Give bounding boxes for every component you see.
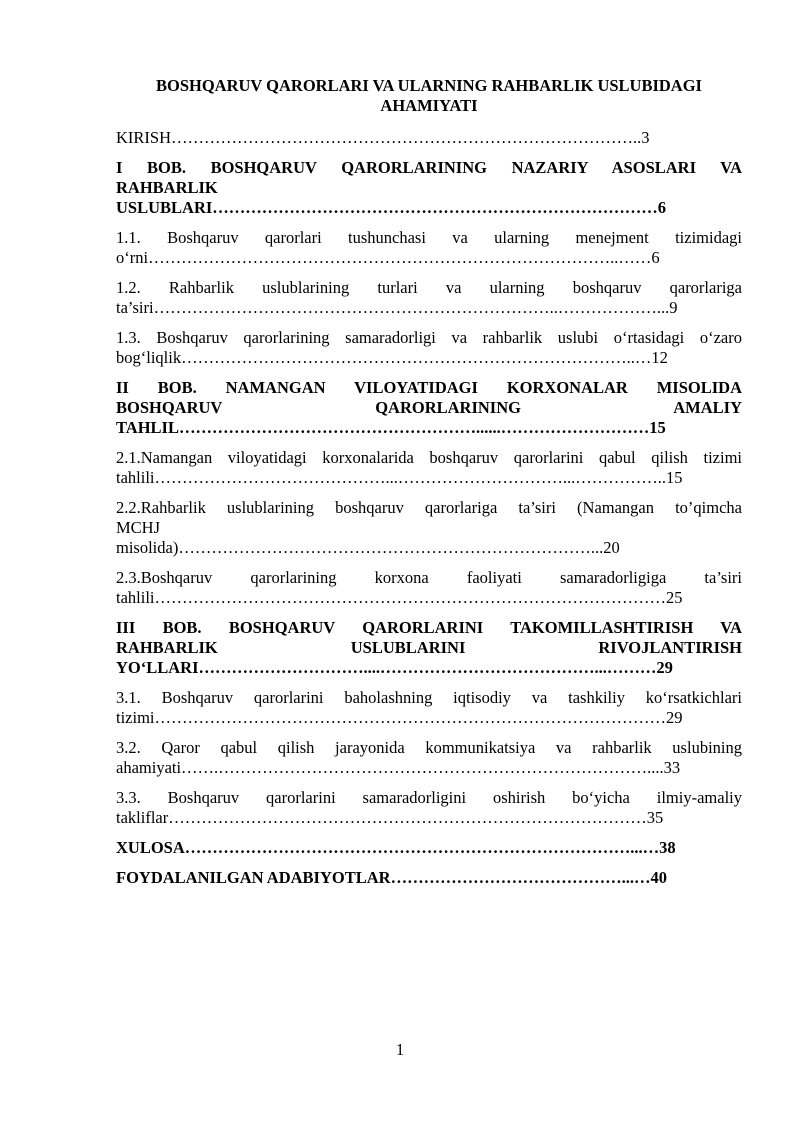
toc-entry bbox=[116, 738, 742, 778]
toc-entry-line: bog‘liqlik………………………………………………………………………..…12 bbox=[116, 348, 668, 367]
toc-entry-line: takliflar……………………………………………………………………………35 bbox=[116, 808, 664, 827]
toc-entry-line: USLUBLARI………………………………………………………………………6 bbox=[116, 198, 667, 217]
toc-entry-line: 2.2.Rahbarlik uslublarining boshqaruv qarorlariga ta’siri (Namangan to’qimcha bbox=[116, 498, 742, 517]
toc-entry bbox=[116, 618, 742, 678]
toc-entry bbox=[116, 838, 742, 858]
toc-entry bbox=[116, 568, 742, 608]
document-title: BOSHQARUV QARORLARI VA ULARNING RAHBARLIK USLUBIDAGI AHAMIYATI bbox=[156, 76, 702, 115]
toc-entry-line: misolida)…………………………………………………………………...20 bbox=[116, 538, 620, 557]
toc-entry-line: ahamiyati…….……………………………………………………………………....33 bbox=[116, 758, 681, 777]
toc-entry-line: RAHBARLIK bbox=[116, 178, 218, 197]
toc-entry bbox=[116, 688, 742, 728]
toc-entry-line: 2.1.Namangan viloyatidagi korxonalarida boshqaruv qarorlarini qabul qilish tizimi bbox=[116, 448, 742, 467]
toc-entry bbox=[116, 328, 742, 368]
toc-entry-line: 2.3.Boshqaruv qarorlarining korxona faoliyati samaradorligiga ta’siri bbox=[116, 568, 742, 587]
toc-entry-line: tizimi…………………………………………………………………………………29 bbox=[116, 708, 683, 727]
toc-entry bbox=[116, 278, 742, 318]
toc-entry bbox=[116, 498, 742, 558]
toc-entry-line: 1.1. Boshqaruv qarorlari tushunchasi va ularning menejment tizimidagi bbox=[116, 228, 742, 247]
toc-entry-line: o‘rni…………………………………………………………………………..……6 bbox=[116, 248, 660, 267]
toc-entry-line: BOSHQARUV QARORLARINING AMALIY bbox=[116, 398, 742, 417]
toc-entry-line: I BOB. BOSHQARUV QARORLARINING NAZARIY ASOSLARI VA bbox=[116, 158, 742, 177]
toc-entry-line: II BOB. NAMANGAN VILOYATIDAGI KORXONALAR MISOLIDA bbox=[116, 378, 742, 397]
toc-entry bbox=[116, 788, 742, 828]
toc-entry bbox=[116, 868, 742, 888]
page-number: 1 bbox=[395, 1040, 405, 1059]
toc-entry-line: 3.3. Boshqaruv qarorlarini samaradorligini oshirish bo‘yicha ilmiy-amaliy bbox=[116, 788, 742, 807]
toc-entry bbox=[116, 228, 742, 268]
toc-entry-line: 1.3. Boshqaruv qarorlarining samaradorligi va rahbarlik uslubi o‘rtasidagi o‘zaro bbox=[116, 328, 742, 347]
toc-entry-line: III BOB. BOSHQARUV QARORLARINI TAKOMILLASHTIRISH VA bbox=[116, 618, 742, 637]
toc-entry bbox=[116, 448, 742, 488]
toc-entry-line: YO‘LLARI…………………………....…………………………………...………29 bbox=[116, 658, 673, 677]
toc-entry-line: KIRISH…………………………………………………………………………..3 bbox=[116, 128, 650, 147]
toc-entry-line: MCHJ bbox=[116, 518, 161, 537]
toc-entry-line: 1.2. Rahbarlik uslublarining turlari va ularning boshqaruv qarorlariga bbox=[116, 278, 742, 297]
toc-entry-line: FOYDALANILGAN ADABIYOTLAR……………………………………...…40 bbox=[116, 868, 667, 887]
toc-entry-line: 3.1. Boshqaruv qarorlarini baholashning iqtisodiy va tashkiliy ko‘rsatkichlari bbox=[116, 688, 742, 707]
document-page bbox=[116, 76, 742, 898]
toc-entry-line: RAHBARLIK USLUBLARINI RIVOJLANTIRISH bbox=[116, 638, 742, 657]
toc-entry-line: ta’siri………………………………………………………………..………………...9 bbox=[116, 298, 678, 317]
toc-entry-line: TAHLIL………………………………………………......………………………15 bbox=[116, 418, 666, 437]
toc-entry-line: tahlili…………………………………………………………………………………25 bbox=[116, 588, 683, 607]
toc-entry bbox=[116, 378, 742, 438]
toc-entry-line: tahlili……………………………………...…………………………...……………..15 bbox=[116, 468, 683, 487]
toc-entry-line: XULOSA………………………………………………………………………...…38 bbox=[116, 838, 676, 857]
table-of-contents bbox=[116, 128, 742, 888]
toc-entry bbox=[116, 128, 742, 148]
toc-entry bbox=[116, 158, 742, 218]
toc-entry-line: 3.2. Qaror qabul qilish jarayonida kommunikatsiya va rahbarlik uslubining bbox=[116, 738, 742, 757]
